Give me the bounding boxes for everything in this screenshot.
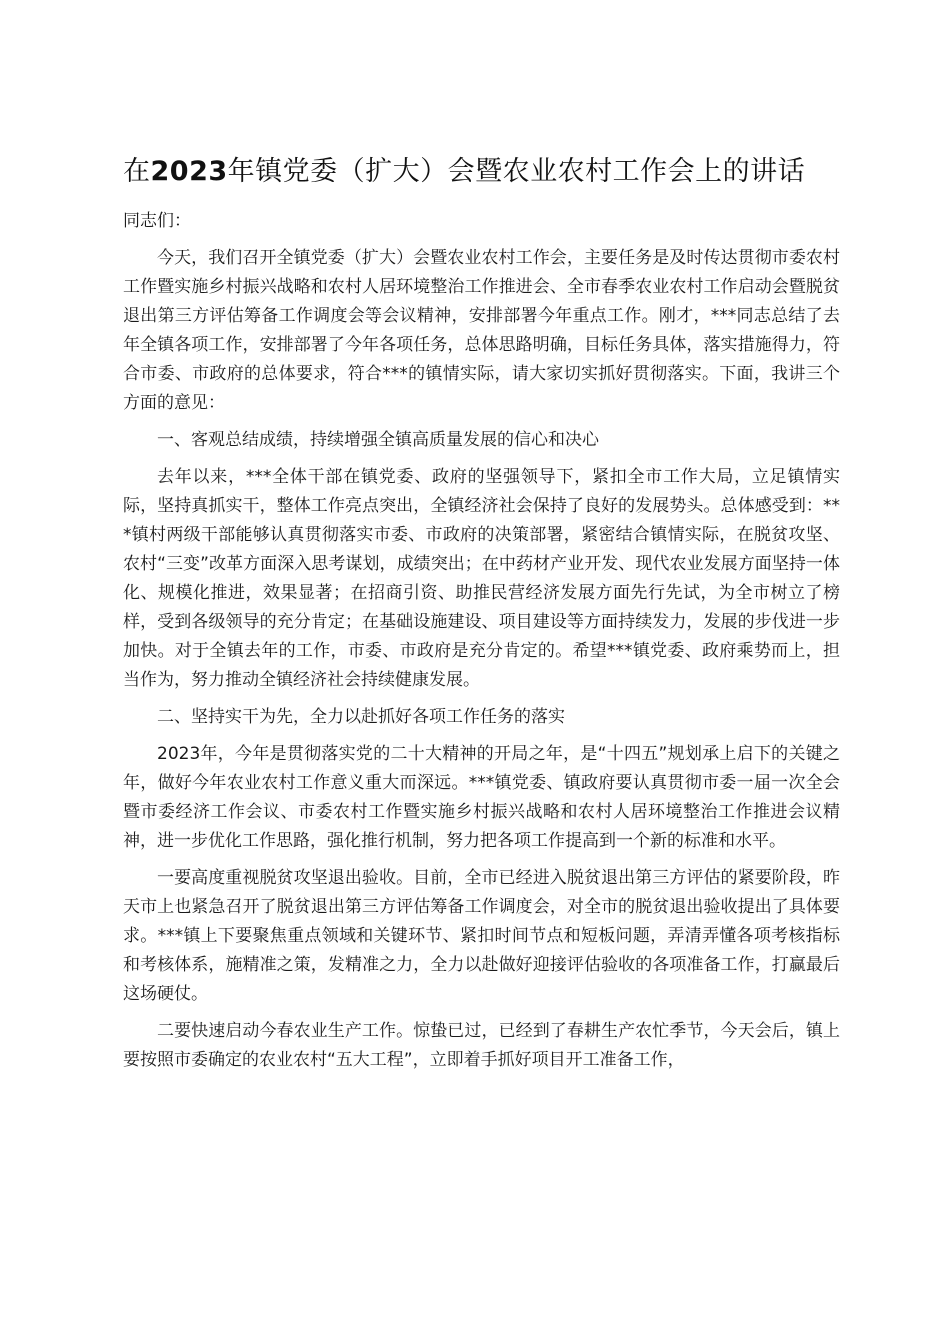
section-heading-1: 一、客观总结成绩，持续增强全镇高质量发展的信心和决心 — [157, 430, 599, 450]
paragraph-spring: 二要快速启动今春农业生产工作。惊蛰已过，已经到了春耕生产农忙季节，今天会后，镇上要按照市委确定的农业农村“五大工程”，立即着手抓好项目开工准备工作， — [123, 1021, 840, 1070]
document-page — [123, 145, 840, 1083]
paragraph-2023: 2023年，今年是贯彻落实党的二十大精神的开局之年，是“十四五”规划承上启下的关键之年，做好今年农业农村工作意义重大而深远。***镇党委、镇政府要认真贯彻市委一届一次全会暨市委经济工作会议、市委农村工作暨实施乡村振兴战略和农村人居环境整治工作推进会议精神，进一步优化工作思路，强化推行机制，努力把各项工作提高到一个新的标准和水平。 — [123, 744, 840, 851]
title-prefix: 在 — [123, 156, 151, 187]
paragraph-poverty: 一要高度重视脱贫攻坚退出验收。目前，全市已经进入脱贫退出第三方评估的紧要阶段，昨天市上也紧急召开了脱贫退出第三方评估筹备工作调度会，对全市的脱贫退出验收提出了具体要求。***镇上下要聚焦重点领域和关键环节、紧扣时间节点和短板问题，弄清弄懂各项考核指标和考核体系，施精准之策，发精准之力，全力以赴做好迎接评估验收的各项准备工作，打赢最后这场硬仗。 — [123, 868, 840, 1004]
section-heading-2: 二、坚持实干为先，全力以赴抓好各项工作任务的落实 — [157, 707, 565, 727]
title-suffix: 年镇党委（扩大）会暨农业农村工作会上的讲话 — [227, 156, 806, 187]
paragraph-intro: 今天，我们召开全镇党委（扩大）会暨农业农村工作会，主要任务是及时传达贯彻市委农村工作暨实施乡村振兴战略和农村人居环境整治工作推进会、全市春季农业农村工作启动会暨脱贫退出第三方评估筹备工作调度会等会议精神，安排部署今年重点工作。刚才，***同志总结了去年全镇各项工作，安排部署了今年各项任务，总体思路明确，目标任务具体，落实措施得力，符合市委、市政府的总体要求，符合***的镇情实际，请大家切实抓好贯彻落实。下面，我讲三个方面的意见： — [123, 248, 840, 413]
paragraph-achievements: 去年以来，***全体干部在镇党委、政府的坚强领导下，紧扣全市工作大局，立足镇情实际，坚持真抓实干，整体工作亮点突出，全镇经济社会保持了良好的发展势头。总体感受到：***镇村两级干部能够认真贯彻落实市委、市政府的决策部署，紧密结合镇情实际，在脱贫攻坚、农村“三变”改革方面深入思考谋划，成绩突出；在中药材产业开发、现代农业发展方面坚持一体化、规模化推进，效果显著；在招商引资、助推民营经济发展方面先行先试，为全市树立了榜样，受到各级领导的充分肯定；在基础设施建设、项目建设等方面持续发力，发展的步伐进一步加快。对于全镇去年的工作，市委、市政府是充分肯定的。希望***镇党委、政府乘势而上，担当作为，努力推动全镇经济社会持续健康发展。 — [123, 467, 840, 690]
document-title — [123, 145, 840, 199]
title-year: 2023 — [150, 156, 228, 187]
greeting: 同志们： — [123, 211, 191, 231]
